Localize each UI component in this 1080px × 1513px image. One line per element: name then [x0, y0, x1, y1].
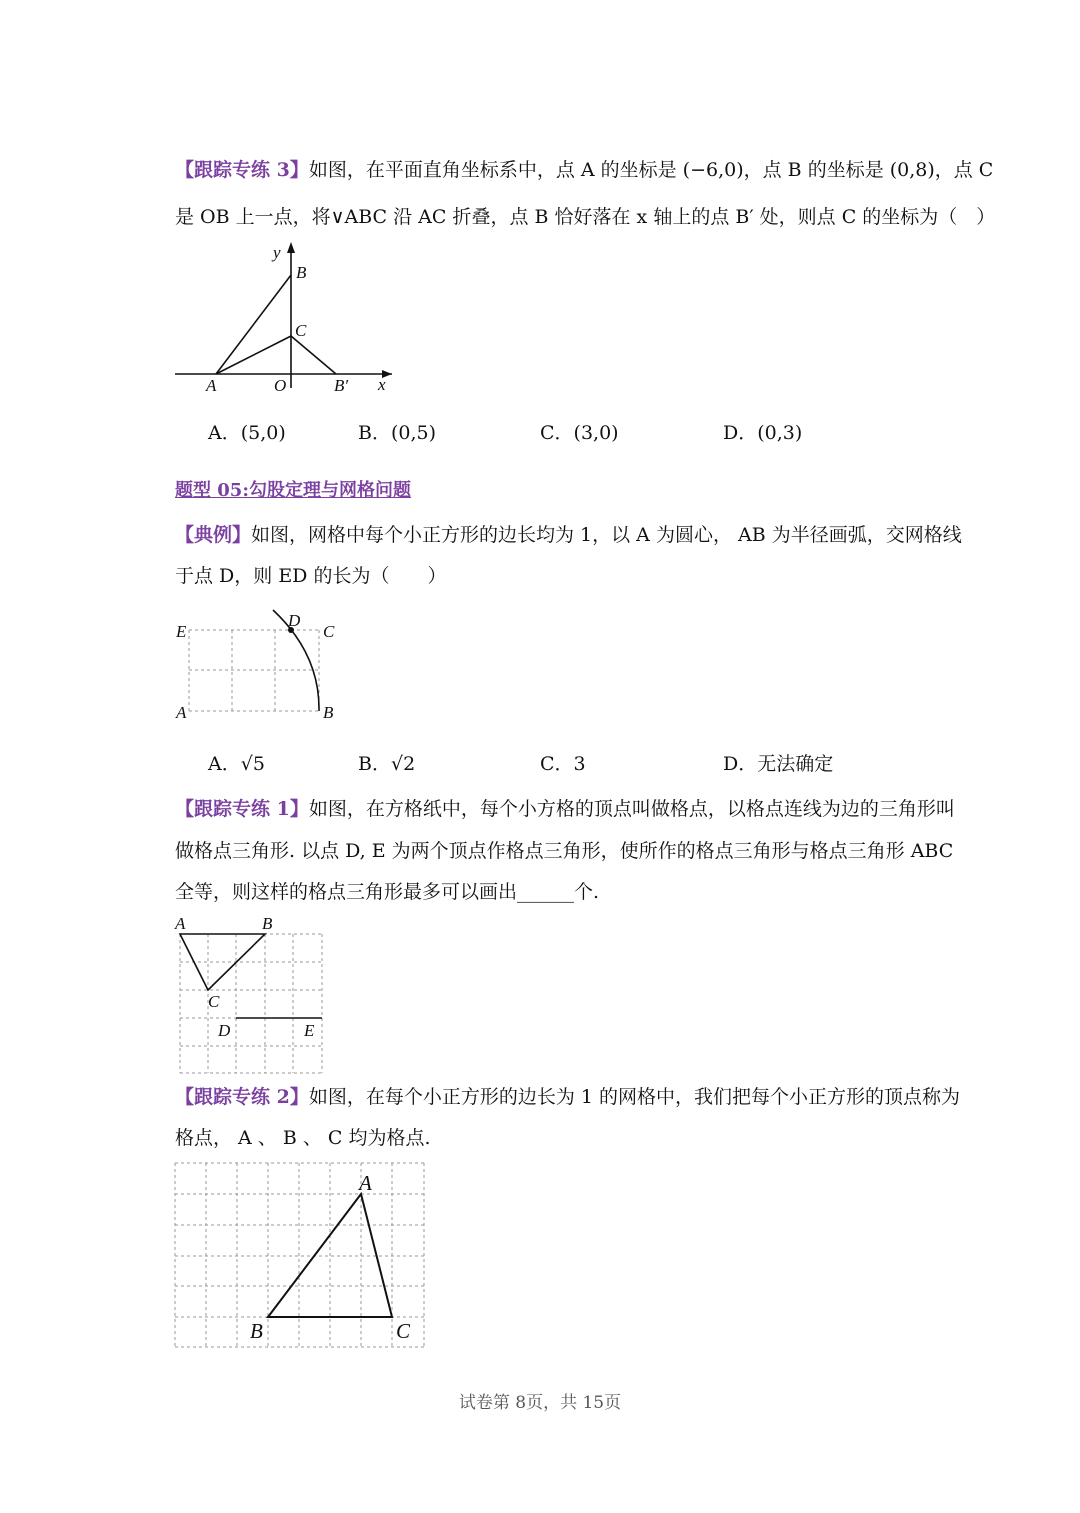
- label-C: C: [295, 321, 307, 340]
- q1-option-a[interactable]: A．(5,0): [208, 422, 286, 444]
- label-E: E: [304, 1021, 315, 1040]
- segment-CBp: [291, 336, 336, 374]
- q2-grid-figure: [170, 912, 330, 1077]
- label-D: D: [218, 1021, 231, 1040]
- q1-line2: 是 OB 上一点，将∨ABC 沿 AC 折叠，点 B 恰好落在 x 轴上的点 B′ 处，则点 C 的坐标为（ ）: [175, 206, 996, 228]
- label-A: A: [176, 703, 187, 722]
- q2-tag: 【跟踪专练 1】: [175, 798, 309, 820]
- q2-grid: [180, 934, 322, 1073]
- q1-option-c[interactable]: C．(3,0): [540, 422, 619, 444]
- label-E: E: [176, 622, 187, 641]
- q3-line1: [175, 1083, 960, 1111]
- example-option-c[interactable]: C．3: [540, 753, 586, 775]
- label-C: C: [208, 992, 220, 1011]
- y-axis-arrow: [287, 242, 295, 253]
- q1-option-d[interactable]: D．(0,3): [723, 422, 803, 444]
- q2-line3: 全等，则这样的格点三角形最多可以画出______个.: [175, 881, 600, 903]
- q3-grid-figure: [170, 1158, 432, 1353]
- example-tag: 【典例】: [175, 524, 252, 546]
- label-x: x: [378, 375, 386, 394]
- segment-AB: [216, 275, 291, 374]
- example-option-d[interactable]: D．无法确定: [723, 753, 834, 775]
- segment-AC: [216, 336, 291, 374]
- example-option-b[interactable]: B．√2: [358, 753, 416, 775]
- label-C: C: [396, 1319, 411, 1343]
- page-footer: 试卷第 8页，共 15页: [458, 1393, 622, 1413]
- q1-coordinate-figure: [170, 238, 400, 398]
- label-A: A: [175, 914, 186, 933]
- section-heading: 题型 05:勾股定理与网格问题: [175, 480, 411, 501]
- q1-option-b[interactable]: B．(0,5): [358, 422, 437, 444]
- q3-text-line1: 如图，在每个小正方形的边长为 1 的网格中，我们把每个小正方形的顶点称为: [308, 1086, 961, 1108]
- label-C: C: [323, 622, 335, 641]
- q2-line2: 做格点三角形. 以点 D, E 为两个顶点作格点三角形，使所作的格点三角形与格点三角形 ABC: [175, 840, 954, 862]
- q3-tag: 【跟踪专练 2】: [175, 1086, 309, 1108]
- label-Bprime: B′: [334, 376, 349, 395]
- q2-text-line1: 如图，在方格纸中，每个小方格的顶点叫做格点，以格点连线为边的三角形叫: [308, 798, 955, 820]
- example-grid-figure: [170, 608, 345, 723]
- label-D: D: [288, 611, 301, 630]
- example-line1: [175, 521, 962, 549]
- q1-tag: 【跟踪专练 3】: [175, 159, 309, 181]
- q1-line1: [175, 156, 993, 184]
- label-y: y: [273, 243, 281, 262]
- label-B: B: [323, 703, 334, 722]
- label-B: B: [250, 1319, 263, 1343]
- example-text-line1: 如图，网格中每个小正方形的边长均为 1，以 A 为圆心， AB 为半径画弧，交网格线: [251, 524, 962, 546]
- q1-text-line1: 如图，在平面直角坐标系中，点 A 的坐标是 (−6,0)，点 B 的坐标是 (0,8)，点 C: [308, 159, 994, 181]
- label-A: A: [206, 376, 217, 395]
- q3-grid: [175, 1163, 424, 1347]
- example-line2: 于点 D，则 ED 的长为（ ）: [175, 565, 447, 587]
- label-B: B: [296, 263, 307, 282]
- label-O: O: [274, 376, 287, 395]
- q2-line1: [175, 795, 955, 823]
- q3-line2: 格点， A 、 B 、 C 均为格点.: [175, 1127, 431, 1149]
- example-option-a[interactable]: A．√5: [208, 753, 265, 775]
- label-B: B: [262, 914, 273, 933]
- label-A: A: [359, 1171, 372, 1195]
